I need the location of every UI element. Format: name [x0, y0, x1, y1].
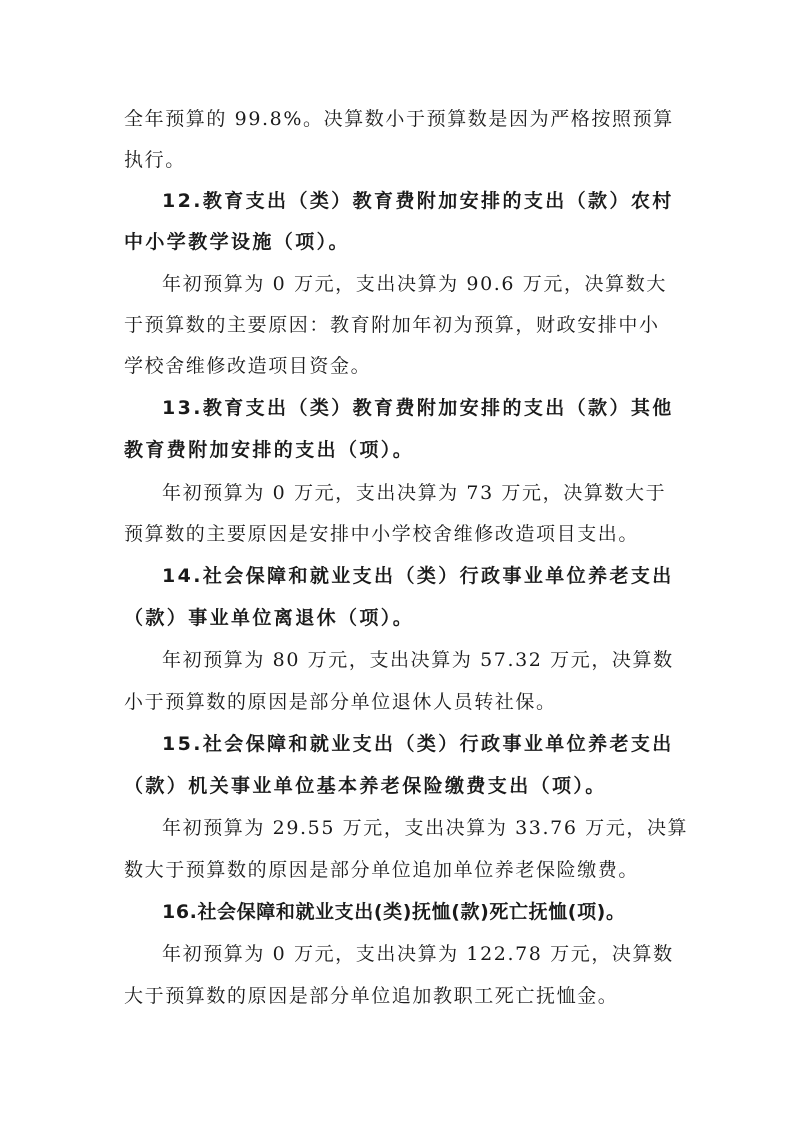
body-text-line: 年初预算为 0 万元，支出决算为 90.6 万元，决算数大: [162, 273, 667, 295]
section-heading-15-cont: （款）机关事业单位基本养老保险缴费支出（项）。: [124, 775, 607, 797]
section-heading-14-cont: （款）事业单位离退休（项）。: [124, 607, 415, 629]
section-heading-12-cont: 中小学教学设施（项）。: [124, 231, 350, 253]
body-text-line: 小于预算数的原因是部分单位退休人员转社保。: [124, 691, 557, 713]
body-text-line: 数大于预算数的原因是部分单位追加单位养老保险缴费。: [124, 859, 640, 881]
section-heading-15: 15.社会保障和就业支出（类）行政事业单位养老支出: [162, 733, 674, 755]
body-text-line: 年初预算为 80 万元，支出决算为 57.32 万元，决算数: [162, 649, 674, 671]
section-heading-13: 13.教育支出（类）教育费附加安排的支出（款）其他: [162, 397, 674, 419]
body-text-line: 预算数的主要原因是安排中小学校舍维修改造项目支出。: [124, 523, 640, 545]
body-text-line: 年初预算为 0 万元，支出决算为 73 万元，决算数大于: [162, 482, 667, 504]
body-text-line: 年初预算为 0 万元，支出决算为 122.78 万元，决算数: [162, 943, 674, 965]
section-heading-14: 14.社会保障和就业支出（类）行政事业单位养老支出: [162, 565, 674, 587]
section-heading-12: 12.教育支出（类）教育费附加安排的支出（款）农村: [162, 190, 674, 212]
body-text-line: 执行。: [124, 149, 186, 171]
body-text-line: 年初预算为 29.55 万元，支出决算为 33.76 万元，决算: [162, 817, 689, 839]
body-text-line: 全年预算的 99.8%。决算数小于预算数是因为严格按照预算: [124, 108, 674, 130]
section-heading-13-cont: 教育费附加安排的支出（项）。: [124, 439, 415, 461]
section-heading-16: 16.社会保障和就业支出(类)抚恤(款)死亡抚恤(项)。: [162, 901, 626, 923]
body-text-line: 于预算数的主要原因：教育附加年初为预算，财政安排中小: [124, 314, 660, 336]
body-text-line: 大于预算数的原因是部分单位追加教职工死亡抚恤金。: [124, 985, 619, 1007]
body-text-line: 学校舍维修改造项目资金。: [124, 355, 372, 377]
